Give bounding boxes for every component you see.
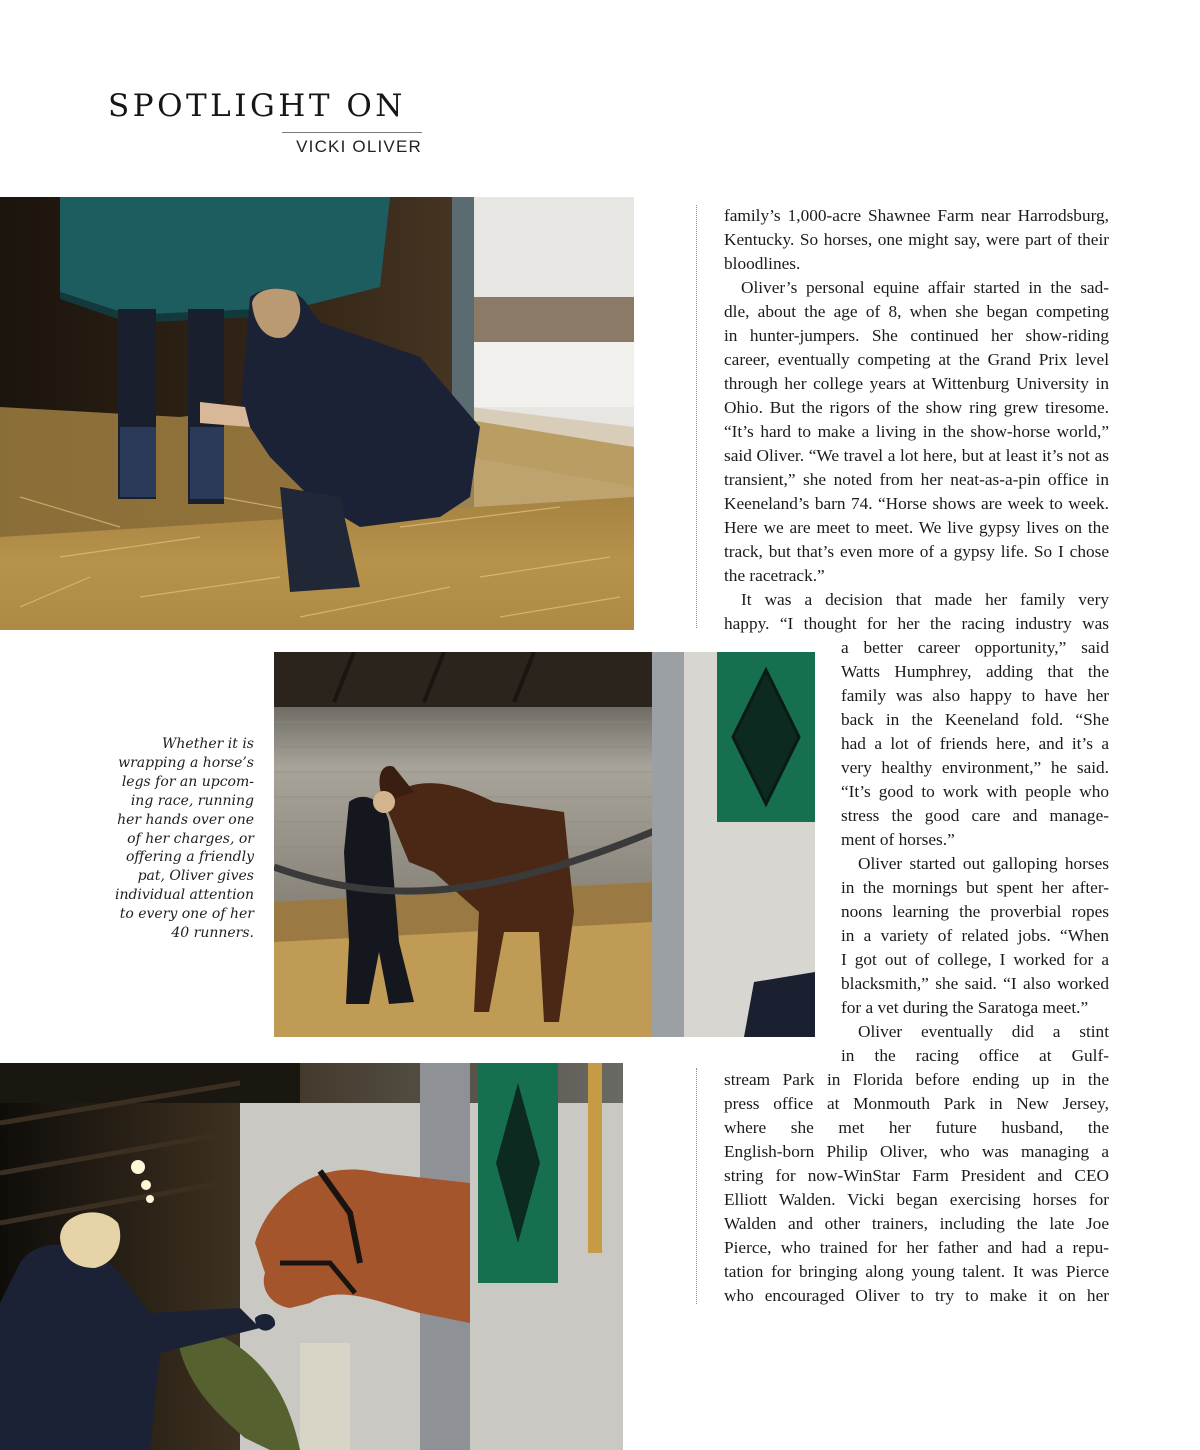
body-line: in hunter-jumpers. She continued her show-riding xyxy=(724,326,1109,345)
body-line: dle, about the age of 8, when she began competing xyxy=(724,302,1109,321)
body-line: a better career opportunity,” said xyxy=(841,638,1109,657)
body-line: Here we are meet to meet. We live gypsy lives on the xyxy=(724,518,1109,537)
caption-line: offering a friendly xyxy=(125,849,254,866)
body-line: had a lot of friends here, and it’s a xyxy=(841,734,1109,753)
body-line: transient,” she noted from her neat-as-a-pin office in xyxy=(724,470,1109,489)
body-line: Ohio. But the rigors of the show ring grew tiresome. xyxy=(724,398,1109,417)
caption-line: wrapping a horse’s xyxy=(118,754,254,771)
caption-line: individual attention xyxy=(114,887,254,904)
section-subtitle: VICKI OLIVER xyxy=(296,137,422,156)
body-line: “It’s hard to make a living in the show-horse world,” xyxy=(724,422,1109,441)
body-line: I got out of college, I worked for a xyxy=(841,950,1109,969)
body-line: where she met her future husband, the xyxy=(724,1118,1109,1137)
body-line: Oliver’s personal equine affair started in the sad- xyxy=(741,278,1109,297)
body-line: blacksmith,” she said. “I also worked xyxy=(841,974,1109,993)
body-line: career, eventually competing at the Grand Prix level xyxy=(724,350,1109,369)
body-line: Kentucky. So horses, one might say, were part of their xyxy=(724,230,1109,249)
caption-line: pat, Oliver gives xyxy=(137,868,254,885)
body-line: in the racing office at Gulf- xyxy=(841,1046,1109,1065)
body-line: said Oliver. “We travel a lot here, but at least it’s not as xyxy=(724,446,1109,465)
body-line: press office at Monmouth Park in New Jersey, xyxy=(724,1094,1109,1113)
body-line: in a variety of related jobs. “When xyxy=(841,926,1109,945)
section-header xyxy=(108,88,422,156)
caption-line: 40 runners. xyxy=(171,925,254,942)
caption-line: to every one of her xyxy=(119,906,254,923)
body-line: Walden and other trainers, including the late Joe xyxy=(724,1214,1109,1233)
body-line: noons learning the proverbial ropes xyxy=(841,902,1109,921)
body-line: in the mornings but spent her after- xyxy=(841,878,1109,897)
body-line: family’s 1,000-acre Shawnee Farm near Harrodsburg, xyxy=(724,206,1109,225)
body-line: track, but that’s even more of a gypsy life. So I chose xyxy=(724,542,1109,561)
body-line: Keeneland’s barn 74. “Horse shows are week to week. xyxy=(724,494,1109,513)
body-line: for a vet during the Saratoga meet.” xyxy=(841,998,1089,1017)
body-line: very healthy environment,” he said. xyxy=(841,758,1109,777)
body-line: tation for bringing along young talent. It was Pierce xyxy=(724,1262,1109,1281)
header-divider xyxy=(282,132,422,133)
caption-line: legs for an upcom- xyxy=(121,773,254,790)
caption-line: ing race, running xyxy=(130,792,254,809)
column-divider xyxy=(696,1068,697,1304)
photo-stall-horse xyxy=(274,652,815,1037)
caption-line: of her charges, or xyxy=(127,830,254,847)
body-line: Elliott Walden. Vicki began exercising horses for xyxy=(724,1190,1109,1209)
section-title: SPOTLIGHT ON xyxy=(108,88,406,124)
body-line: English-born Philip Oliver, who was managing a xyxy=(724,1142,1109,1161)
body-line: Oliver started out galloping horses xyxy=(858,854,1109,873)
caption-line: Whether it is xyxy=(162,736,254,752)
body-line: through her college years at Wittenburg University in xyxy=(724,374,1109,393)
body-line: happy. “I thought for her the racing industry was xyxy=(724,614,1109,633)
caption-line: her hands over one xyxy=(117,811,254,828)
column-divider xyxy=(696,205,697,628)
body-line: family was also happy to have her xyxy=(841,686,1109,705)
photo-caption xyxy=(100,735,254,943)
body-line: back in the Keeneland fold. “She xyxy=(841,710,1109,729)
body-line: Watts Humphrey, adding that the xyxy=(841,662,1109,681)
body-line: who encouraged Oliver to try to make it on her xyxy=(724,1286,1109,1305)
photo-wrapping-legs xyxy=(0,197,634,630)
body-line: “It’s good to work with people who xyxy=(841,782,1109,801)
body-line: Pierce, who trained for her father and had a repu- xyxy=(724,1238,1109,1257)
body-line: ment of horses.” xyxy=(841,830,955,849)
body-line: string for now-WinStar Farm President and CEO xyxy=(724,1166,1109,1185)
photo-barn-aisle xyxy=(0,1063,623,1450)
body-line: It was a decision that made her family very xyxy=(741,590,1109,609)
body-line: stress the good care and manage- xyxy=(841,806,1109,825)
body-line: Oliver eventually did a stint xyxy=(858,1022,1109,1041)
body-line: stream Park in Florida before ending up in the xyxy=(724,1070,1109,1089)
body-line: the racetrack.” xyxy=(724,566,825,585)
body-line: bloodlines. xyxy=(724,254,801,273)
